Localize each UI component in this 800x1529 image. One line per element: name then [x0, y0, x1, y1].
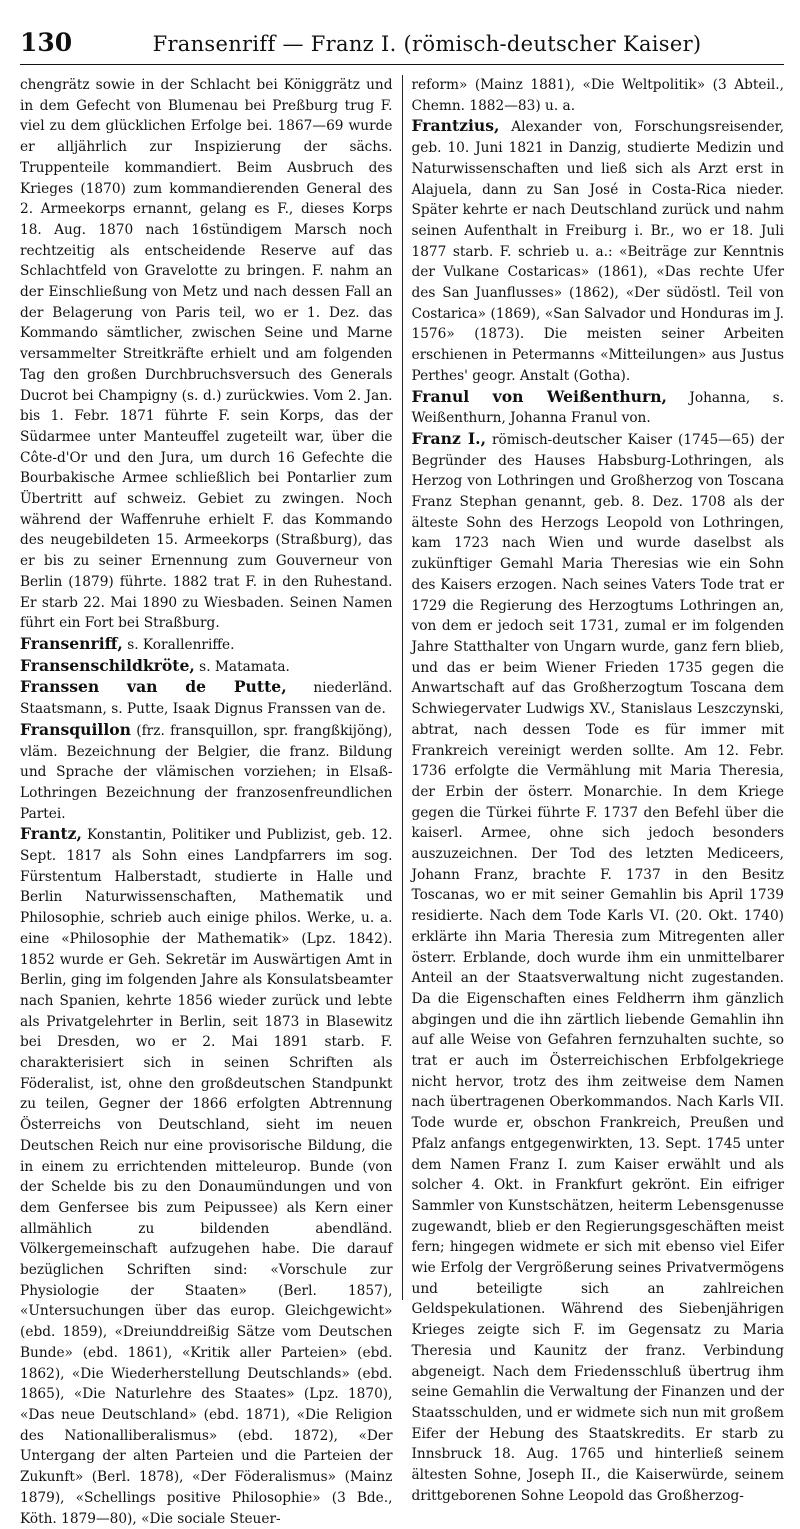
dictionary-entry	[412, 116, 785, 386]
entry-headword: Fransenriff,	[20, 633, 123, 653]
entry-headword: Frantzius,	[411, 116, 500, 136]
entry-text: s. Matamata.	[194, 658, 290, 675]
entry-text: reform» (Mainz 1881), «Die Weltpolitik» (3 Abteil., Chemn. 1882—83) u. a.	[411, 77, 784, 114]
entry-headword: Franssen van de Putte,	[20, 677, 287, 697]
dictionary-entry	[412, 75, 785, 116]
dictionary-entry	[20, 720, 393, 825]
right-column	[402, 75, 785, 1504]
dictionary-entry	[412, 429, 785, 1507]
entry-headword: Fransquillon	[20, 719, 131, 739]
dictionary-entry	[20, 634, 393, 656]
entry-text: (frz. fransquillon, spr. frangßkijöng), vläm. Bezeichnung der Belgier, die franz. Bildung und Sprache der vlämischen vorziehen; in Elsaß-Lothringen Bezeichnung der franzosenfreundlichen Partei.	[20, 722, 393, 822]
entry-text: Konstantin, Politiker und Publizist, geb. 12. Sept. 1817 als Sohn eines Landpfarrers im sog. Fürstentum Halberstadt, studierte in Halle und Berlin Naturwissenschaften, Mathematik und Philosophie, schrieb auch einige philos. Werke, u. a. eine «Philosophie der Mathematik» (Lpz. 1842). 1852 wurde er Geh. Sekretär im Auswärtigen Amt in Berlin, ging im folgenden Jahre als Konsulatsbeamter nach Spanien, kehrte 1856 wieder zurück und lebte als Privatgelehrter in Berlin, seit 1873 in Blasewitz bei Dresden, wo er 2. Mai 1891 starb. F. charakterisiert sich in seinen Schriften als Föderalist, ist, ohne den großdeutschen Standpunkt zu teilen, Gegner der 1866 erfolgten Abtrennung Österreichs von Deutschland, sieht im neuen Deutschen Reich nur eine provisorische Bildung, die in einem zu errichtenden mitteleurop. Bunde (von der Schelde bis zu den Donaumündungen und von dem Genfersee bis zum Peipussee) als Kern einer allmählich zu bildenden abendländ. Völkergemeinschaft aufzugehen habe. Die darauf bezüglichen Schriften sind: «Vorschule zur Physiologie der Staaten» (Berl. 1857), «Untersuchungen über das europ. Gleichgewicht» (ebd. 1859), «Dreiunddreißig Sätze vom Deutschen Bunde» (ebd. 1861), «Kritik aller Parteien» (ebd. 1862), «Die Wiederherstellung Deutschlands» (ebd. 1865), «Die Naturlehre des Staates» (Lpz. 1870), «Das neue Deutschland» (ebd. 1871), «Die Religion des Nationalliberalismus» (ebd. 1872), «Der Untergang der alten Parteien und die Parteien der Zukunft» (Berl. 1878), «Der Föderalismus» (Mainz 1879), «Schellings positive Philosophie» (3 Bde., Köth. 1879—80), «Die sociale Steuer-	[20, 827, 393, 1527]
entry-text: s. Korallenriffe.	[122, 636, 235, 653]
entry-text: römisch-deutscher Kaiser (1745—65) der Begründer des Hauses Habsburg-Lothringen, als Herzog von Lothringen und Großherzog von Toscana Franz Stephan genannt, geb. 8. Dez. 1708 als der älteste Sohn des Herzogs Leopold von Lothringen, kam 1723 nach Wien und wurde daselbst als zukünftiger Gemahl Maria Theresias wie ein Sohn des Kaisers erzogen. Nach seines Vaters Tode trat er 1729 die Regierung des Herzogtums Lothringen an, von dem er jedoch seit 1731, zumal er im folgenden Jahre Statthalter von Ungarn wurde, ganz fern blieb, und das er beim Wiener Frieden 1735 gegen die Anwartschaft auf das Großherzogtum Toscana dem Schwiegervater Ludwigs XV., Stanislaus Leszczynski, abtrat, nach dessen Tode es für immer mit Frankreich vereinigt werden sollte. Am 12. Febr. 1736 erfolgte die Vermählung mit Maria Theresia, der Erbin der österr. Monarchie. In dem Kriege gegen die Türkei führte F. 1737 den Befehl über die kaiserl. Armee, ohne sich jedoch besonders auszuzeichnen. Der Tod des letzten Mediceers, Johann Franz, brachte F. 1737 in den Besitz Toscanas, wo er mit seiner Gemahlin bis April 1739 residierte. Nach dem Tode Karls VI. (20. Okt. 1740) erklärte ihn Maria Theresia zum Mitregenten aller österr. Erblande, doch wurde ihm ein unmittelbarer Anteil an der Staatsverwaltung nicht zugestanden. Da die Eigenschaften eines Feldherrn ihm gänzlich abgingen und die ihn zärtlich liebende Gemahlin ihn auf alle Weise von Gefahren fernzuhalten suchte, so trat er auch im Österreichischen Erbfolgekriege nicht hervor, trotz des ihm zeitweise dem Namen nach übertragenen Oberkommandos. Nach Karls VII. Tode wurde er, obschon Frankreich, Preußen und Pfalz anfangs entgegenwirkten, 13. Sept. 1745 unter dem Namen Franz I. zum Kaiser erwählt und als solcher 4. Okt. in Frankfurt gekrönt. Ein eifriger Sammler von Kunstschätzen, heiterm Lebensgenusse zugewandt, blieb er den Regierungsgeschäften meist fern; hingegen widmete er sich mit ebenso viel Eifer wie Erfolg der Vergrößerung seines Privatvermögens und beteiligte sich an zahlreichen Geldspekulationen. Während des Siebenjährigen Krieges zeigte sich F. im Gegensatz zu Maria Theresia und Kaunitz der franz. Verbindung abgeneigt. Nach dem Friedensschluß übertrug ihm seine Gemahlin die Verwaltung der Finanzen und der Staatsschulden, und er widmete sich nun mit großem Eifer der Hebung des Staatskredits. Er starb zu Innsbruck 18. Aug. 1765 und hinterließ seinem ältesten Sohne, Joseph II., die Kaiserwürde, seinem drittgeborenen Sohne Leopold das Großherzog-	[411, 431, 784, 1504]
entry-text: chengrätz sowie in der Schlacht bei Königgrätz und in dem Gefecht von Blumenau bei Preßburg trug F. viel zu dem glücklichen Erfolge bei. 1867—69 wurde er alljährlich zur Inspizierung der sächs. Truppenteile kommandiert. Beim Ausbruch des Krieges (1870) zum kommandierenden General des 2. Armeekorps ernannt, gelang es F., dieses Korps 18. Aug. 1870 nach 16stündigem Marsch noch rechtzeitig als entscheidende Reserve auf das Schlachtfeld von Gravelotte zu bringen. F. nahm an der Einschließung von Metz und nach dessen Fall an der Belagerung von Paris teil, wo er 1. Dez. das Kommando sämtlicher, zwischen Seine und Marne versammelter Streitkräfte erhielt und am folgenden Tag den großen Durchbruchsversuch des Generals Ducrot bei Champigny (s. d.) zurückwies. Vom 2. Jan. bis 1. Febr. 1871 führte F. sein Korps, das der Südarmee unter Manteuffel zugeteilt war, über die Côte-d'Or und den Jura, um durch 16 Gefechte die Bourbakische Armee schließlich bei Pontarlier zum Übertritt auf schweiz. Gebiet zu zwingen. Noch während der Waffenruhe erhielt F. das Kommando des neugebildeten 15. Armeekorps (Straßburg), das er bis zu seiner Ernennung zum Gouverneur von Berlin (1879) führte. 1882 trat F. in den Ruhestand. Er starb 22. Mai 1890 zu Wiesbaden. Seinen Namen führt ein Fort bei Straßburg.	[20, 77, 393, 632]
dictionary-entry	[20, 75, 393, 634]
entry-text: Alexander von, Forschungsreisender, geb. 10. Juni 1821 in Danzig, studierte Medizin und Naturwissenschaften und ließ sich als Arzt erst in Alajuela, dann zu San José in Costa-Rica nieder. Später kehrte er nach Deutschland zurück und nahm seinen Aufenthalt in Freiburg i. Br., wo er 18. Juli 1877 starb. F. schrieb u. a.: «Beiträge zur Kenntnis der Vulkane Costaricas» (1861), «Das rechte Ufer des San Juanflusses» (1862), «Der südöstl. Teil von Costarica» (1869), «San Salvador und Honduras im J. 1576» (1873). Die meisten seiner Arbeiten erschienen in Petermanns «Mitteilungen» aus Justus Perthes' geogr. Anstalt (Gotha).	[411, 119, 784, 384]
entry-headword: Frantz,	[20, 824, 82, 844]
dictionary-entry	[20, 677, 393, 719]
page-header	[20, 28, 784, 65]
page-number: 130	[20, 28, 73, 57]
dictionary-entry	[20, 656, 393, 678]
entry-text: Johanna, s. Weißenthurn, Johanna Franul von.	[411, 389, 784, 427]
dictionary-entry	[412, 387, 785, 429]
entry-text: niederländ. Staatsmann, s. Putte, Isaak Dignus Franssen van de.	[20, 680, 393, 718]
dictionary-entry	[20, 824, 393, 1529]
text-columns	[20, 75, 784, 1527]
running-title: Fransenriff — Franz I. (römisch-deutscher Kaiser)	[152, 32, 702, 56]
left-column	[20, 75, 402, 1527]
entry-headword: Fransenschildkröte,	[20, 655, 195, 675]
entry-headword: Franul von Weißenthurn,	[411, 386, 667, 406]
entry-headword: Franz I.,	[411, 428, 487, 448]
